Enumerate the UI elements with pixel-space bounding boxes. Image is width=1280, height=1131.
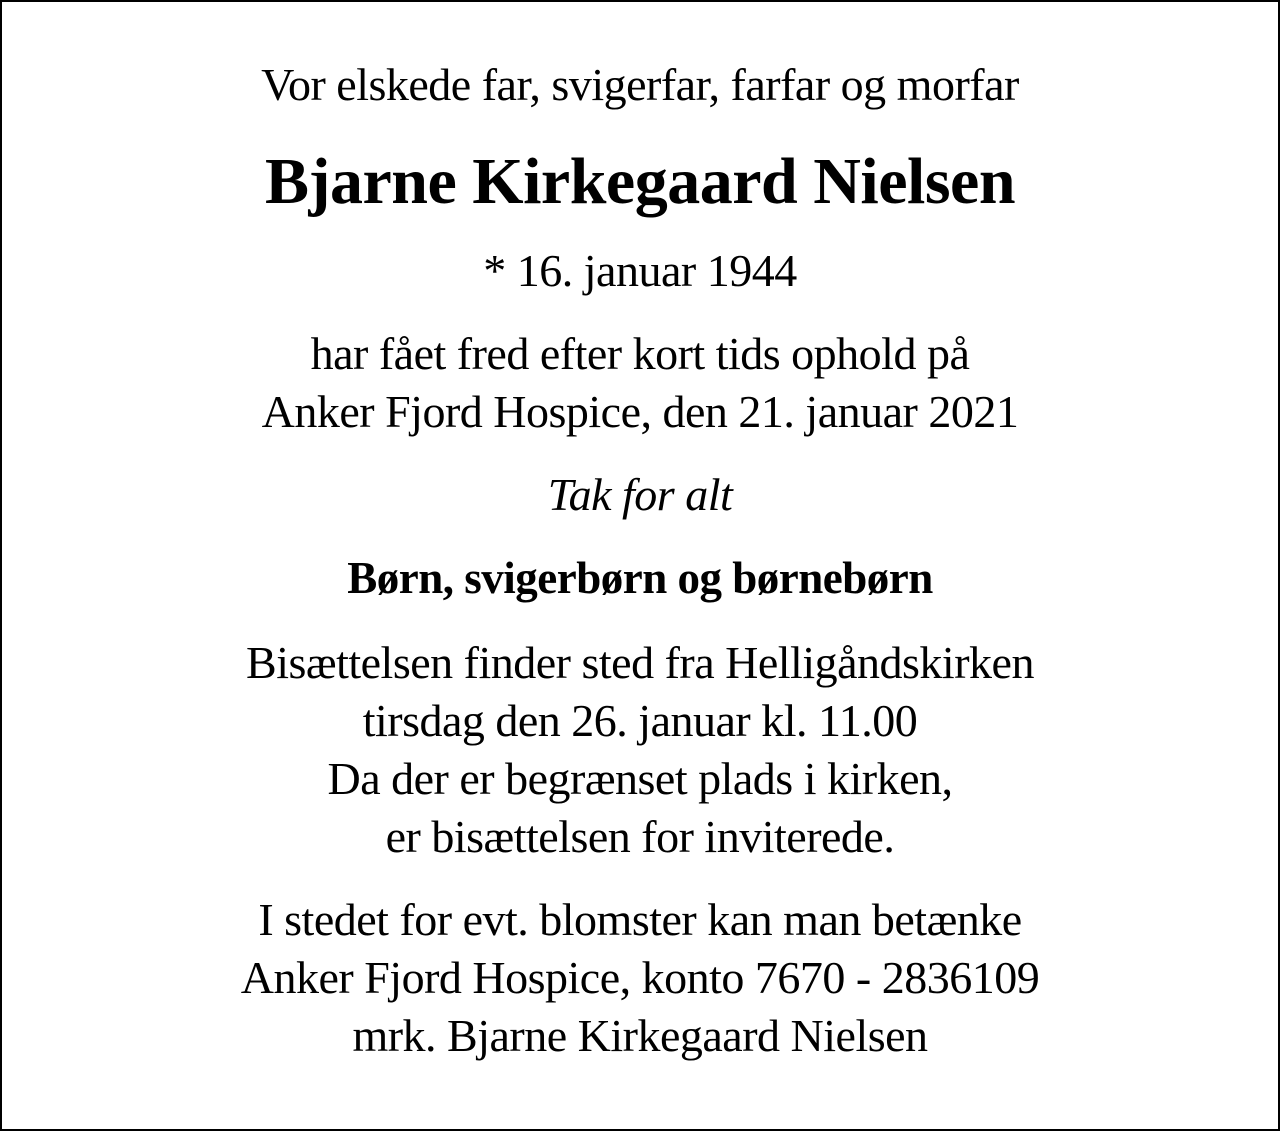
ceremony-line-3: Da der er begrænset plads i kirken, bbox=[327, 753, 953, 804]
ceremony-line-1: Bisættelsen finder sted fra Helligåndskirken bbox=[246, 637, 1034, 688]
intro-line: Vor elskede far, svigerfar, farfar og morfar bbox=[261, 59, 1019, 110]
ceremony-line-4: er bisættelsen for inviterede. bbox=[385, 811, 895, 862]
death-announcement-line-1: har fået fred efter kort tids ophold på bbox=[310, 328, 970, 379]
death-announcement-line-2: Anker Fjord Hospice, den 21. januar 2021 bbox=[261, 386, 1019, 437]
death-announcement bbox=[2, 325, 1278, 441]
farewell-line: Tak for alt bbox=[547, 469, 733, 520]
birth-date: * 16. januar 1944 bbox=[483, 245, 797, 296]
donation-details bbox=[2, 891, 1278, 1065]
deceased-name: Bjarne Kirkegaard Nielsen bbox=[264, 145, 1016, 218]
donation-line-3: mrk. Bjarne Kirkegaard Nielsen bbox=[352, 1010, 928, 1061]
ceremony-line-2: tirsdag den 26. januar kl. 11.00 bbox=[362, 695, 918, 746]
donation-line-2: Anker Fjord Hospice, konto 7670 - 2836109 bbox=[240, 952, 1040, 1003]
mourners-line: Børn, svigerbørn og børnebørn bbox=[347, 553, 933, 603]
donation-line-1: I stedet for evt. blomster kan man betænke bbox=[258, 894, 1022, 945]
death-notice bbox=[2, 2, 1278, 1065]
ceremony-details bbox=[2, 634, 1278, 866]
